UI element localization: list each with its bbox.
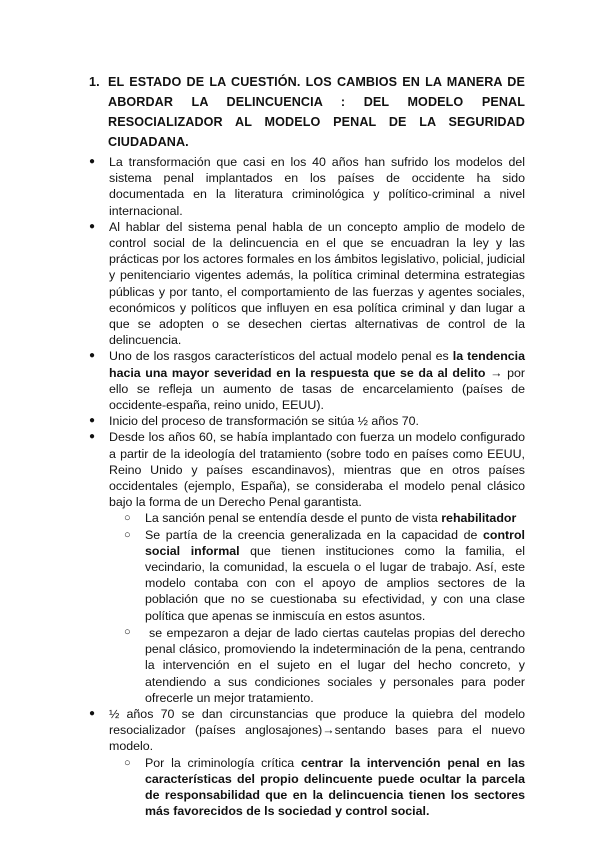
list-item bbox=[0, 706, 525, 819]
sub-bullet-icon: ○ bbox=[124, 528, 131, 541]
sub-list-item-bold-text: rehabilitador bbox=[441, 511, 517, 526]
list-item-text: → por ello se refleja un aumento de tasas de encarcelamiento (países de occidente-españa, reino unido, EEUU). bbox=[109, 365, 526, 413]
sub-bullet-icon: ○ bbox=[124, 625, 131, 638]
sub-list-item bbox=[124, 624, 525, 706]
section-heading bbox=[91, 72, 525, 152]
list-item bbox=[0, 348, 525, 413]
list-item bbox=[0, 413, 525, 429]
bullet-icon: ● bbox=[89, 415, 96, 427]
list-item-text: La transformación que casi en los 40 años han sufrido los modelos del sistema penal implantados en los países de occidente ha sido documentada en la literatura criminológica y político-criminal a nivel internacional. bbox=[109, 155, 525, 218]
sub-list-item bbox=[124, 755, 525, 820]
list-item-text: Desde los años 60, se había implantado con fuerza un modelo configurado a partir de la ideología del tratamiento (sobre todo en países como EEUU, Reino Unido y países escandinavos), mientras que en otros países occidentales (ejemplo, España), se consideraba el modelo penal clásico bajo la forma de un Derecho Penal garantista. bbox=[109, 430, 525, 510]
list-item bbox=[0, 154, 525, 219]
bullet-icon: ● bbox=[89, 350, 96, 362]
sub-bullet-list bbox=[109, 510, 525, 705]
list-item-text: ½ años 70 se dan circunstancias que produce la quiebra del modelo resocializador (países anglosajones)→sentando bases para el nuevo modelo. bbox=[109, 706, 525, 754]
sub-list-item-text: La sanción penal se entendía desde el punto de vista bbox=[145, 511, 442, 526]
list-item bbox=[0, 219, 525, 349]
sub-list-item bbox=[124, 510, 525, 526]
bullet-list bbox=[0, 154, 600, 819]
sub-list-item-text: se empezaron a dejar de lado ciertas cautelas propias del derecho penal clásico, promoviendo la indeterminación de la pena, centrando la intervención en el sujeto en el lugar del hecho concreto, y atendiendo a sus condiciones sociales y personales para poder ofrecerle un mejor tratamiento. bbox=[145, 625, 525, 705]
list-item-text: Inicio del proceso de transformación se sitúa ½ años 70. bbox=[109, 414, 419, 429]
list-item-text: Al hablar del sistema penal habla de un concepto amplio de modelo de control social de la delincuencia en el que se encuadran la ley y las prácticas por los actores formales en los ámbitos legislativo, policial, judicial y penitenciario vigentes además, la política criminal determina estrategias públicas y por tanto, el comportamiento de las fuerzas y agentes sociales, económicos y políticos que influyen en esa política criminal y dan lugar a que se adopten o se desechen ciertas alternativas de control de la delincuencia. bbox=[109, 219, 525, 348]
sub-bullet-icon: ○ bbox=[124, 756, 131, 769]
sub-list-item-bold-text: control social informal bbox=[145, 527, 525, 558]
bullet-icon: ● bbox=[89, 707, 96, 719]
bullet-icon: ● bbox=[89, 220, 96, 232]
bullet-icon: ● bbox=[89, 431, 96, 443]
sub-list-item bbox=[124, 527, 525, 624]
list-item bbox=[0, 429, 525, 705]
sub-bullet-list bbox=[109, 755, 525, 820]
list-item-bold-text: la tendencia hacia una mayor severidad en la respuesta que se da al delito bbox=[109, 349, 525, 380]
sub-list-item-bold-text: centrar la intervención penal en las características del propio delincuente puede ocultar la parcela de responsabilidad que en la delincuencia tienen los sectores más favorecidos de ls sociedad y control social. bbox=[145, 755, 525, 819]
heading-text: EL ESTADO DE LA CUESTIÓN. LOS CAMBIOS EN LA MANERA DE ABORDAR LA DELINCUENCIA : DEL MODELO PENAL RESOCIALIZADOR AL MODELO PENAL DE LA SEGURIDAD CIUDADANA. bbox=[108, 75, 525, 149]
sub-list-item-text: Por la criminología crítica bbox=[145, 755, 301, 770]
sub-list-item-text: que tienen instituciones como la familia, el vecindario, la comunidad, la escuela o el lugar de trabajo. Así, este modelo contaba con con el apoyo de amplios sectores de la población que no se cuestionaba su efectividad, y con una clase política que apenas se inmiscuía en estos asuntos. bbox=[145, 543, 525, 623]
bullet-icon: ● bbox=[89, 156, 96, 167]
heading-number: 1. bbox=[89, 75, 100, 89]
list-item-text: Uno de los rasgos característicos del actual modelo penal es bbox=[109, 349, 453, 364]
sub-list-item-text: Se partía de la creencia generalizada en la capacidad de bbox=[145, 527, 483, 542]
sub-bullet-icon: ○ bbox=[124, 512, 131, 525]
